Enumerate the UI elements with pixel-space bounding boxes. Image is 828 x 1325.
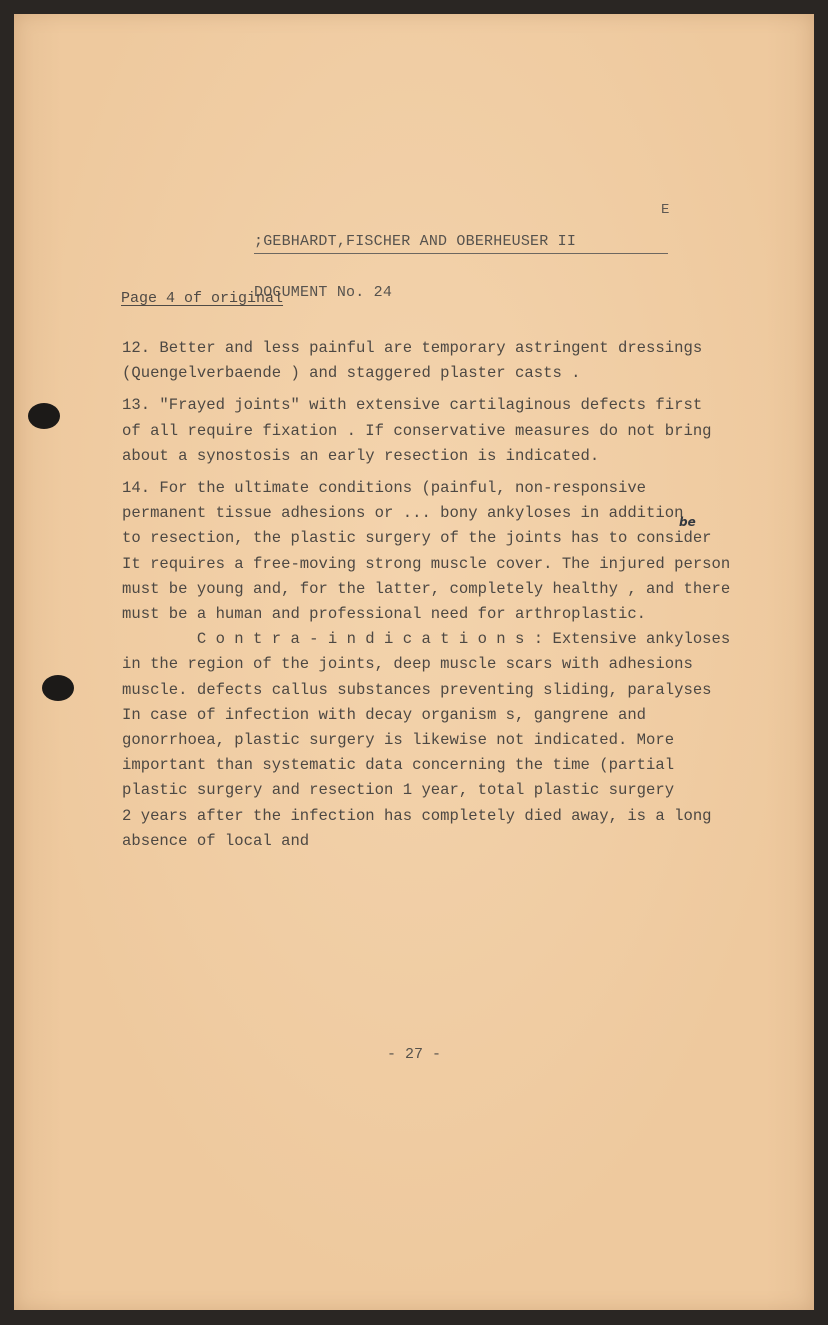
text-line: 12. Better and less painful are temporary astringent dressings	[122, 339, 703, 357]
punch-hole-upper	[28, 403, 60, 429]
text-line: muscle. defects callus substances preventing sliding, paralyses	[122, 680, 712, 699]
text-line: important than systematic data concerning the time (partial	[122, 756, 675, 775]
paragraph-13	[122, 393, 802, 469]
text-line: In case of infection with decay organism s, gangrene and	[122, 705, 647, 724]
text-line: in the region of the joints, deep muscle scars with adhesions	[122, 655, 693, 674]
text-line: 2 years after the infection has completely died away, is a long	[122, 806, 712, 825]
document-page	[14, 14, 814, 1310]
text-line: It requires a free-moving strong muscle cover. The injured person	[122, 554, 731, 573]
text-line: absence of local and	[122, 831, 310, 850]
header-document-number: DOCUMENT No. 24	[254, 284, 393, 301]
handwritten-insertion: be	[679, 515, 696, 530]
paragraph-12	[122, 336, 802, 386]
text-line: permanent tissue adhesions or ... bony ankyloses in addition	[122, 504, 684, 523]
punch-hole-lower	[42, 675, 74, 701]
text-line: (Quengelverbaende ) and staggered plaster casts .	[122, 364, 581, 383]
text-line: about a synostosis an early resection is indicated.	[122, 446, 600, 465]
text-line: C o n t r a - i n d i c a t i o n s : Extensive ankyloses	[122, 630, 731, 649]
text-line: plastic surgery and resection 1 year, total plastic surgery	[122, 781, 675, 800]
paragraph-contra-indications	[122, 627, 802, 854]
text-line: gonorrhoea, plastic surgery is likewise not indicated. More	[122, 731, 675, 750]
page-reference: Page 4 of original	[121, 290, 284, 307]
text-line: must be young and, for the latter, completely healthy , and there	[122, 579, 731, 598]
header-divider	[254, 253, 668, 254]
text-line: must be a human and professional need for arthroplastic.	[122, 605, 647, 624]
document-body	[122, 336, 802, 854]
text-line: to resection, the plastic surgery of the joints has to consider	[122, 529, 712, 548]
header-case-line: ;GEBHARDT,FISCHER AND OBERHEUSER II	[254, 233, 577, 250]
text-line: of all require fixation . If conservative measures do not bring	[122, 421, 712, 440]
text-line: 13. "Frayed joints" with extensive cartilaginous defects first	[122, 396, 703, 415]
page-number: - 27 -	[386, 1046, 441, 1063]
document-header	[254, 199, 576, 335]
corner-mark: E	[661, 202, 670, 218]
text-line: 14. For the ultimate conditions (painful, non-responsive	[122, 479, 647, 498]
paragraph-14	[122, 476, 802, 627]
